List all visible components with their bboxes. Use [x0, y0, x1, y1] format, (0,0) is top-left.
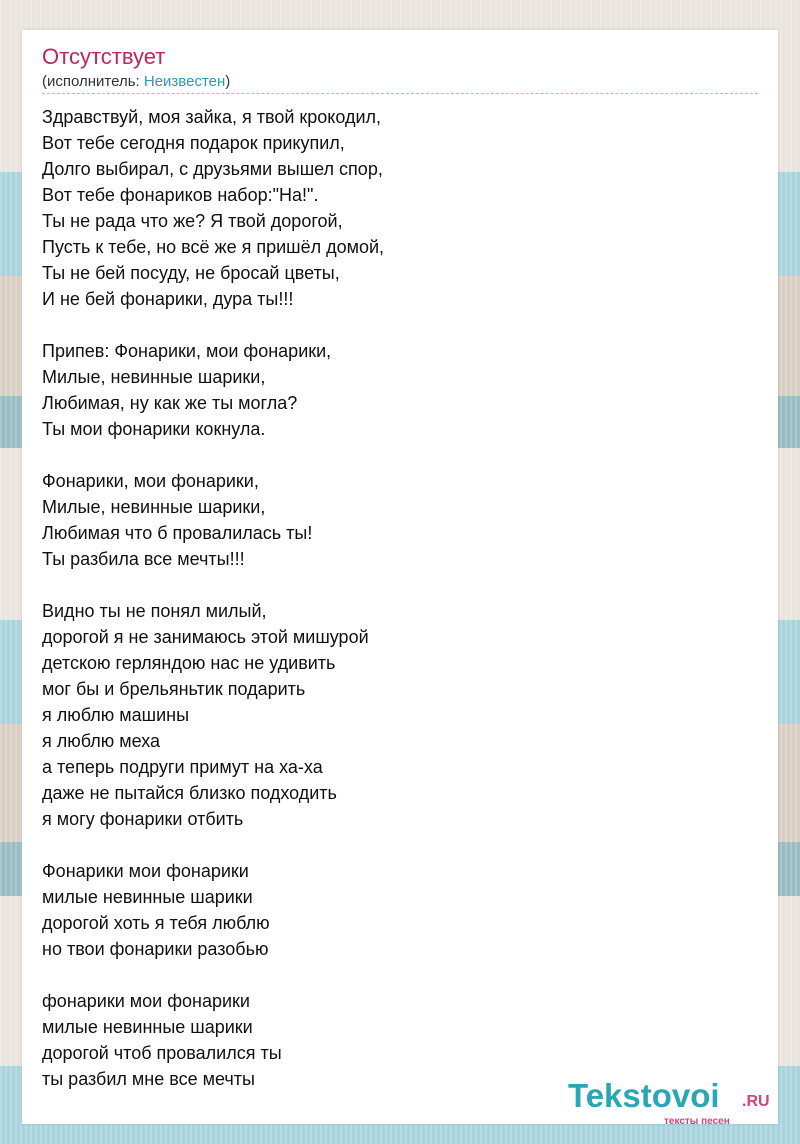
artist-prefix: (исполнитель:	[42, 73, 144, 90]
dashed-divider	[42, 93, 758, 94]
lyric-line: даже не пытайся близко подходить	[42, 783, 337, 803]
artist-suffix: )	[225, 73, 231, 90]
lyric-line	[42, 832, 758, 858]
lyric-line: а теперь подруги примут на ха-ха	[42, 757, 323, 777]
lyric-line: Любимая, ну как же ты могла?	[42, 393, 298, 413]
lyric-line: Вот тебе фонариков набор:"На!".	[42, 185, 319, 205]
lyric-line: Фонарики, мои фонарики,	[42, 471, 259, 491]
lyric-line: Пусть к тебе, но всё же я пришёл домой,	[42, 237, 385, 257]
lyric-line: я могу фонарики отбить	[42, 809, 244, 829]
lyric-line: Милые, невинные шарики,	[42, 497, 266, 517]
logo-tagline: тексты песен	[664, 1116, 730, 1127]
lyric-line: Милые, невинные шарики,	[42, 367, 266, 387]
lyric-line: детскою герляндою нас не удивить	[42, 653, 336, 673]
lyric-line: я люблю меха	[42, 731, 161, 751]
lyric-line: И не бей фонарики, дура ты!!!	[42, 289, 294, 309]
lyric-line: Ты не рада что же? Я твой дорогой,	[42, 211, 343, 231]
lyric-line	[42, 442, 758, 468]
lyric-line: дорогой я не занимаюсь этой мишурой	[42, 627, 369, 647]
lyric-line: Видно ты не понял милый,	[42, 601, 267, 621]
lyric-line: ты разбил мне все мечты	[42, 1069, 255, 1089]
lyric-line: дорогой хоть я тебя люблю	[42, 913, 270, 933]
lyric-line: мог бы и брельяньтик подарить	[42, 679, 306, 699]
site-logo[interactable]	[568, 1077, 778, 1127]
lyric-line	[42, 572, 758, 598]
lyric-line: Фонарики мои фонарики	[42, 861, 249, 881]
lyric-line	[42, 312, 758, 338]
lyric-line: я люблю машины	[42, 705, 190, 725]
logo-tld: .RU	[742, 1093, 770, 1110]
lyric-line: но твои фонарики разобью	[42, 939, 269, 959]
lyric-line	[42, 962, 758, 988]
lyric-line: Припев: Фонарики, мои фонарики,	[42, 341, 332, 361]
lyric-line: Ты мои фонарики кокнула.	[42, 419, 266, 439]
lyric-line: милые невинные шарики	[42, 887, 253, 907]
lyric-line: Вот тебе сегодня подарок прикупил,	[42, 133, 345, 153]
lyric-line: Любимая что б провалилась ты!	[42, 523, 313, 543]
artist-line	[42, 73, 230, 90]
artist-link[interactable]: Неизвестен	[143, 73, 226, 90]
lyric-line: Здравствуй, моя зайка, я твой крокодил,	[42, 107, 382, 127]
lyric-line: Ты разбила все мечты!!!	[42, 549, 245, 569]
lyrics-text	[42, 104, 758, 1092]
lyric-line: милые невинные шарики	[42, 1017, 253, 1037]
song-title: Отсутствует	[42, 44, 166, 69]
lyrics-sheet	[22, 30, 778, 1127]
lyric-line: Ты не бей посуду, не бросай цветы,	[42, 263, 340, 283]
logo-brand: Tekstovoi	[568, 1077, 720, 1114]
lyric-line: дорогой чтоб провалился ты	[42, 1043, 282, 1063]
lyric-line: фонарики мои фонарики	[42, 991, 250, 1011]
lyric-line: Долго выбирал, с друзьями вышел спор,	[42, 159, 383, 179]
